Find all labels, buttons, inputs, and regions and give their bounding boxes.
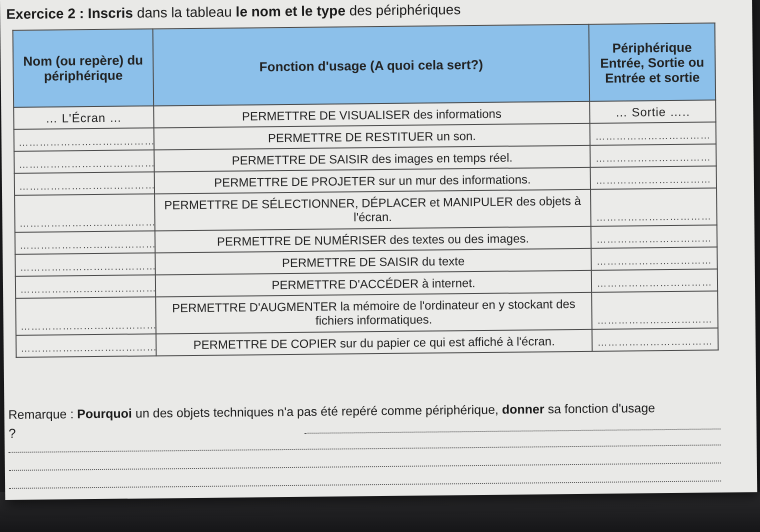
device-name-cell[interactable]: ………………………………… bbox=[16, 297, 156, 335]
device-name-cell[interactable]: ………………………………… bbox=[14, 172, 154, 195]
function-cell: PERMETTRE DE VISUALISER des informations bbox=[154, 101, 590, 128]
header-function: Fonction d'usage (A quoi cela sert?) bbox=[153, 24, 590, 106]
device-name-cell[interactable]: ………………………………… bbox=[16, 334, 156, 357]
title-text-1: dans la tableau bbox=[132, 3, 236, 21]
device-name-cell[interactable]: ………………………………… bbox=[14, 150, 154, 173]
answer-line[interactable] bbox=[305, 428, 721, 433]
device-type-cell[interactable]: …………………………… bbox=[590, 122, 716, 145]
device-type-cell[interactable]: …………………………… bbox=[591, 247, 717, 270]
device-type-cell[interactable]: …………………………… bbox=[592, 328, 718, 351]
remark-label: Remarque : bbox=[8, 407, 78, 422]
peripherals-table bbox=[12, 23, 718, 358]
device-type-cell[interactable]: …………………………… bbox=[592, 291, 718, 329]
device-type-cell[interactable]: …………………………… bbox=[590, 166, 716, 189]
remark-emphasis-1: Pourquoi bbox=[77, 406, 133, 422]
header-name: Nom (ou repère) du périphérique bbox=[13, 29, 154, 107]
device-type-cell[interactable]: …………………………… bbox=[590, 144, 716, 167]
remark-emphasis-2: donner bbox=[501, 402, 545, 417]
function-cell: PERMETTRE DE NUMÉRISER des textes ou des images. bbox=[155, 226, 591, 253]
device-type-cell[interactable]: …………………………… bbox=[591, 225, 717, 248]
remark-question-mark: ? bbox=[8, 425, 16, 441]
title-text-2: des périphériques bbox=[345, 1, 461, 19]
function-cell: PERMETTRE DE COPIER sur du papier ce qui est affiché à l'écran. bbox=[156, 329, 592, 356]
function-cell: PERMETTRE DE PROJETER sur un mur des informations. bbox=[154, 167, 590, 194]
device-type-cell[interactable]: … Sortie ….. bbox=[590, 100, 716, 123]
exercise-number: Exercice 2 : bbox=[6, 5, 85, 22]
function-cell: PERMETTRE DE RESTITUER un son. bbox=[154, 123, 590, 150]
answer-line[interactable] bbox=[9, 480, 721, 488]
header-type: Périphérique Entrée, Sortie ou Entrée et sortie bbox=[589, 23, 716, 101]
exercise-verb: Inscris bbox=[87, 4, 134, 22]
device-name-cell[interactable]: ………………………………… bbox=[15, 231, 155, 254]
function-cell: PERMETTRE DE SAISIR des images en temps réel. bbox=[154, 145, 590, 172]
device-name-cell[interactable]: ………………………………… bbox=[15, 194, 155, 232]
function-cell: PERMETTRE D'AUGMENTER la mémoire de l'ordinateur en y stockant des fichiers informatiques. bbox=[156, 292, 592, 334]
function-cell: PERMETTRE DE SÉLECTIONNER, DÉPLACER et MANIPULER des objets à l'écran. bbox=[155, 189, 591, 231]
device-type-cell[interactable]: …………………………… bbox=[591, 269, 717, 292]
function-cell: PERMETTRE D'ACCÉDER à internet. bbox=[155, 270, 591, 297]
device-name-cell[interactable]: ………………………………… bbox=[15, 275, 155, 298]
function-cell: PERMETTRE DE SAISIR du texte bbox=[155, 248, 591, 275]
device-name-cell[interactable]: ………………………………… bbox=[14, 128, 154, 151]
exercise-title bbox=[6, 1, 461, 22]
remark-text-end: sa fonction d'usage bbox=[544, 401, 656, 417]
remark-question bbox=[8, 401, 655, 422]
table-header-row bbox=[13, 23, 716, 107]
answer-line[interactable] bbox=[9, 444, 721, 452]
device-name-cell[interactable]: … L'Écran … bbox=[14, 106, 154, 129]
answer-line[interactable] bbox=[9, 462, 721, 470]
device-type-cell[interactable]: …………………………… bbox=[591, 188, 717, 226]
title-emphasis: le nom et le type bbox=[235, 2, 346, 20]
device-name-cell[interactable]: ………………………………… bbox=[15, 253, 155, 276]
remark-text: un des objets techniques n'a pas été repéré comme périphérique, bbox=[131, 402, 503, 421]
